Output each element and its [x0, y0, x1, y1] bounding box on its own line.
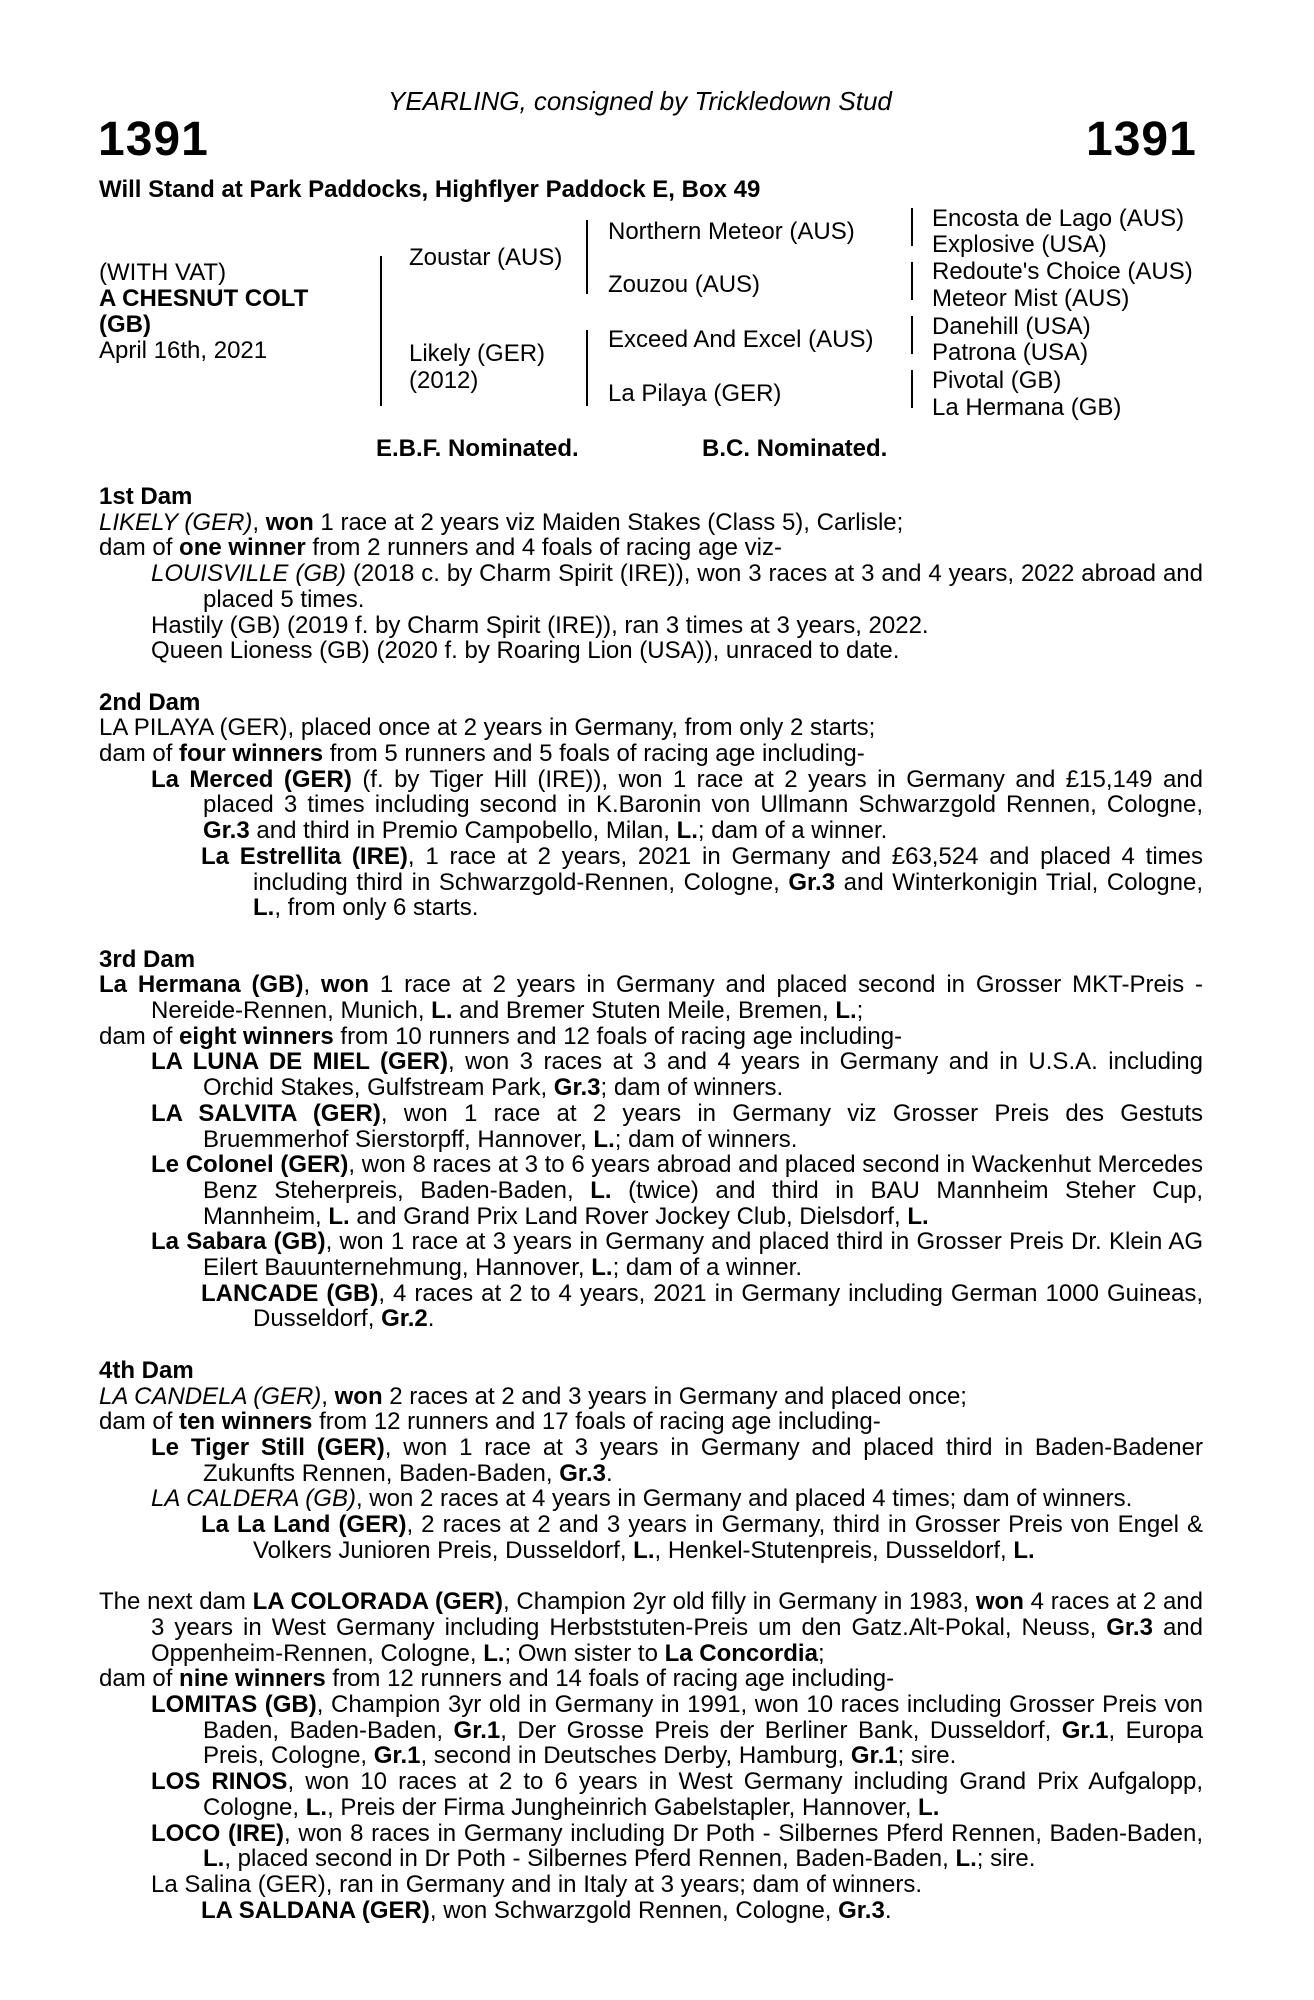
- dam-entry: LA PILAYA (GER), placed once at 2 years in Germany, from only 2 starts;: [99, 714, 876, 742]
- dam-entry: LIKELY (GER), won 1 race at 2 years viz Maiden Stakes (Class 5), Carlisle;: [99, 508, 904, 536]
- vat-label: (WITH VAT): [99, 259, 227, 286]
- produce-entry: LA LUNA DE MIEL (GER), won 3 races at 3 and 4 years in Germany and in U.S.A. including Orchid Stakes, Gulfstream Park, Gr.3; dam of winners.: [151, 1048, 1203, 1102]
- pedigree-brace-g2: [911, 262, 913, 300]
- produce-entry: LOS RINOS, won 10 races at 2 to 6 years in West Germany including Grand Prix Aufgalopp, Cologne, L., Preis der Firma Jungheinrich Gabelstapler, Hannover, L.: [151, 1768, 1204, 1821]
- pedigree-brace-dam: [586, 330, 588, 406]
- produce-entry: La La Land (GER), 2 races at 2 and 3 years in Germany, third in Grosser Preis von Engel & Volkers Junioren Preis, Dusseldorf, L., Henkel-Stutenpreis, Dusseldorf, L.: [201, 1511, 1204, 1564]
- dam-entry: LA CANDELA (GER), won 2 races at 2 and 3 years in Germany and placed once;: [99, 1382, 967, 1410]
- dam-produce-summary: dam of eight winners from 10 runners and 12 foals of racing age including-: [99, 1022, 903, 1050]
- produce-entry: LA SALVITA (GER), won 1 race at 2 years in Germany viz Grosser Preis des Gestuts Bruemmerhof Sierstorpff, Hannover, L.; dam of winners.: [151, 1099, 1203, 1153]
- ancestor-2: Explosive (USA): [932, 231, 1107, 258]
- produce-entry: La Salina (GER), ran in Germany and in Italy at 3 years; dam of winners.: [151, 1870, 923, 1898]
- section-heading-1st-dam: 1st Dam: [99, 483, 193, 510]
- lot-number-left: 1391: [98, 113, 209, 166]
- pedigree-brace-main: [380, 256, 382, 406]
- produce-entry: LANCADE (GB), 4 races at 2 to 4 years, 2021 in Germany including German 1000 Guineas, Dusseldorf, Gr.2.: [201, 1279, 1204, 1333]
- horse-name-country: (GB): [99, 311, 151, 338]
- produce-entry: LOUISVILLE (GB) (2018 c. by Charm Spirit (IRE)), won 3 races at 3 and 4 years, 2022 abroad and placed 5 times.: [151, 560, 1203, 613]
- produce-entry: Le Tiger Still (GER), won 1 race at 3 years in Germany and placed third in Baden-Badener Zukunfts Rennen, Baden-Baden, Gr.3.: [151, 1433, 1203, 1487]
- section-heading-2nd-dam: 2nd Dam: [99, 688, 201, 716]
- produce-entry: La Sabara (GB), won 1 race at 3 years in Germany and placed third in Grosser Preis Dr. Klein AG Eilert Bauunternehmung, Hannover, L.; dam of a winner.: [151, 1228, 1203, 1282]
- ancestor-7: Pivotal (GB): [932, 367, 1062, 394]
- produce-entry: Hastily (GB) (2019 f. by Charm Spirit (IRE)), ran 3 times at 3 years, 2022.: [151, 611, 929, 639]
- dam-year: (2012): [409, 367, 479, 394]
- pedigree-notes: [99, 484, 1203, 1923]
- ebf-nomination: E.B.F. Nominated.: [376, 435, 579, 462]
- produce-entry: Queen Lioness (GB) (2020 f. by Roaring Lion (USA)), unraced to date.: [151, 637, 900, 665]
- dam-entry: La Hermana (GB), won 1 race at 2 years in Germany and placed second in Grosser MKT-Preis - Nereide-Rennen, Munich, L. and Bremer Stuten Meile, Bremen, L.;: [99, 971, 1203, 1025]
- section-heading-3rd-dam: 3rd Dam: [99, 945, 196, 973]
- ancestor-4: Meteor Mist (AUS): [932, 285, 1130, 312]
- pedigree-brace-sire: [586, 220, 588, 294]
- produce-entry: LOCO (IRE), won 8 races in Germany including Dr Poth - Silbernes Pferd Rennen, Baden-Baden, L., placed second in Dr Poth - Silbernes Pferd Rennen, Baden-Baden, L.; sire.: [151, 1819, 1203, 1873]
- produce-entry: Le Colonel (GER), won 8 races at 3 to 6 years abroad and placed second in Wackenhut Mercedes Benz Steherpreis, Baden-Baden, L. (twice) and third in BAU Mannheim Steher Cup, Mannheim, L. and Grand Prix Land Rover Jockey Club, Dielsdorf, L.: [151, 1151, 1204, 1230]
- foaling-date: April 16th, 2021: [99, 337, 268, 364]
- dam-produce-summary: dam of four winners from 5 runners and 5 foals of racing age including-: [99, 740, 865, 768]
- lot-number-right: 1391: [1086, 113, 1197, 166]
- produce-entry: LA SALDANA (GER), won Schwarzgold Rennen, Cologne, Gr.3.: [201, 1896, 892, 1924]
- dam-produce-summary: dam of one winner from 2 runners and 4 foals of racing age viz-: [99, 534, 782, 562]
- produce-entry: LA CALDERA (GB), won 2 races at 4 years in Germany and placed 4 times; dam of winners.: [151, 1485, 1133, 1513]
- ancestor-6: Patrona (USA): [932, 339, 1089, 366]
- dam-sire-name: Exceed And Excel (AUS): [608, 326, 874, 353]
- location-line: Will Stand at Park Paddocks, Highflyer Paddock E, Box 49: [99, 176, 761, 203]
- pedigree-brace-g1: [911, 208, 913, 246]
- next-dam-entry: The next dam LA COLORADA (GER), Champion 2yr old filly in Germany in 1983, won 4 races at 2 and 3 years in West Germany including Herbststuten-Preis um den Gatz.Alt-Pokal, Neuss, Gr.3 and Oppenheim-Rennen, Cologne, L.; Own sister to La Concordia;: [99, 1588, 1204, 1667]
- dam-produce-summary: dam of nine winners from 12 runners and 14 foals of racing age including-: [99, 1665, 895, 1693]
- ancestor-1: Encosta de Lago (AUS): [932, 205, 1185, 232]
- sire-sire-name: Northern Meteor (AUS): [608, 218, 855, 245]
- produce-entry: La Merced (GER) (f. by Tiger Hill (IRE)), won 1 race at 2 years in Germany and £15,149 and placed 3 times including second in K.Baronin von Ullmann Schwarzgold Rennen, Cologne, Gr.3 and third in Premio Campobello, Milan, L.; dam of a winner.: [151, 765, 1204, 845]
- horse-name: A CHESNUT COLT: [99, 285, 309, 312]
- ancestor-3: Redoute's Choice (AUS): [932, 258, 1193, 285]
- produce-entry: LOMITAS (GB), Champion 3yr old in Germany in 1991, won 10 races including Grosser Preis von Baden, Baden-Baden, Gr.1, Der Grosse Preis der Berliner Bank, Dusseldorf, Gr.1, Europa Preis, Cologne, Gr.1, second in Deutsches Derby, Hamburg, Gr.1; sire.: [151, 1690, 1204, 1770]
- sire-name: Zoustar (AUS): [409, 244, 563, 271]
- ancestor-5: Danehill (USA): [932, 313, 1091, 340]
- consignment-line: YEARLING, consigned by Trickledown Stud: [388, 86, 892, 116]
- dam-produce-summary: dam of ten winners from 12 runners and 17 foals of racing age including-: [99, 1408, 881, 1436]
- pedigree-brace-g3: [911, 316, 913, 354]
- pedigree-brace-g4: [911, 370, 913, 408]
- section-heading-4th-dam: 4th Dam: [99, 1356, 194, 1384]
- produce-entry: La Estrellita (IRE), 1 race at 2 years, 2021 in Germany and £63,524 and placed 4 times including third in Schwarzgold-Rennen, Cologne, Gr.3 and Winterkonigin Trial, Cologne, L., from only 6 starts.: [201, 842, 1203, 922]
- bc-nomination: B.C. Nominated.: [702, 435, 888, 462]
- ancestor-8: La Hermana (GB): [932, 394, 1122, 421]
- dam-dam-name: La Pilaya (GER): [608, 380, 782, 407]
- sire-dam-name: Zouzou (AUS): [608, 271, 761, 298]
- dam-name: Likely (GER): [409, 340, 546, 367]
